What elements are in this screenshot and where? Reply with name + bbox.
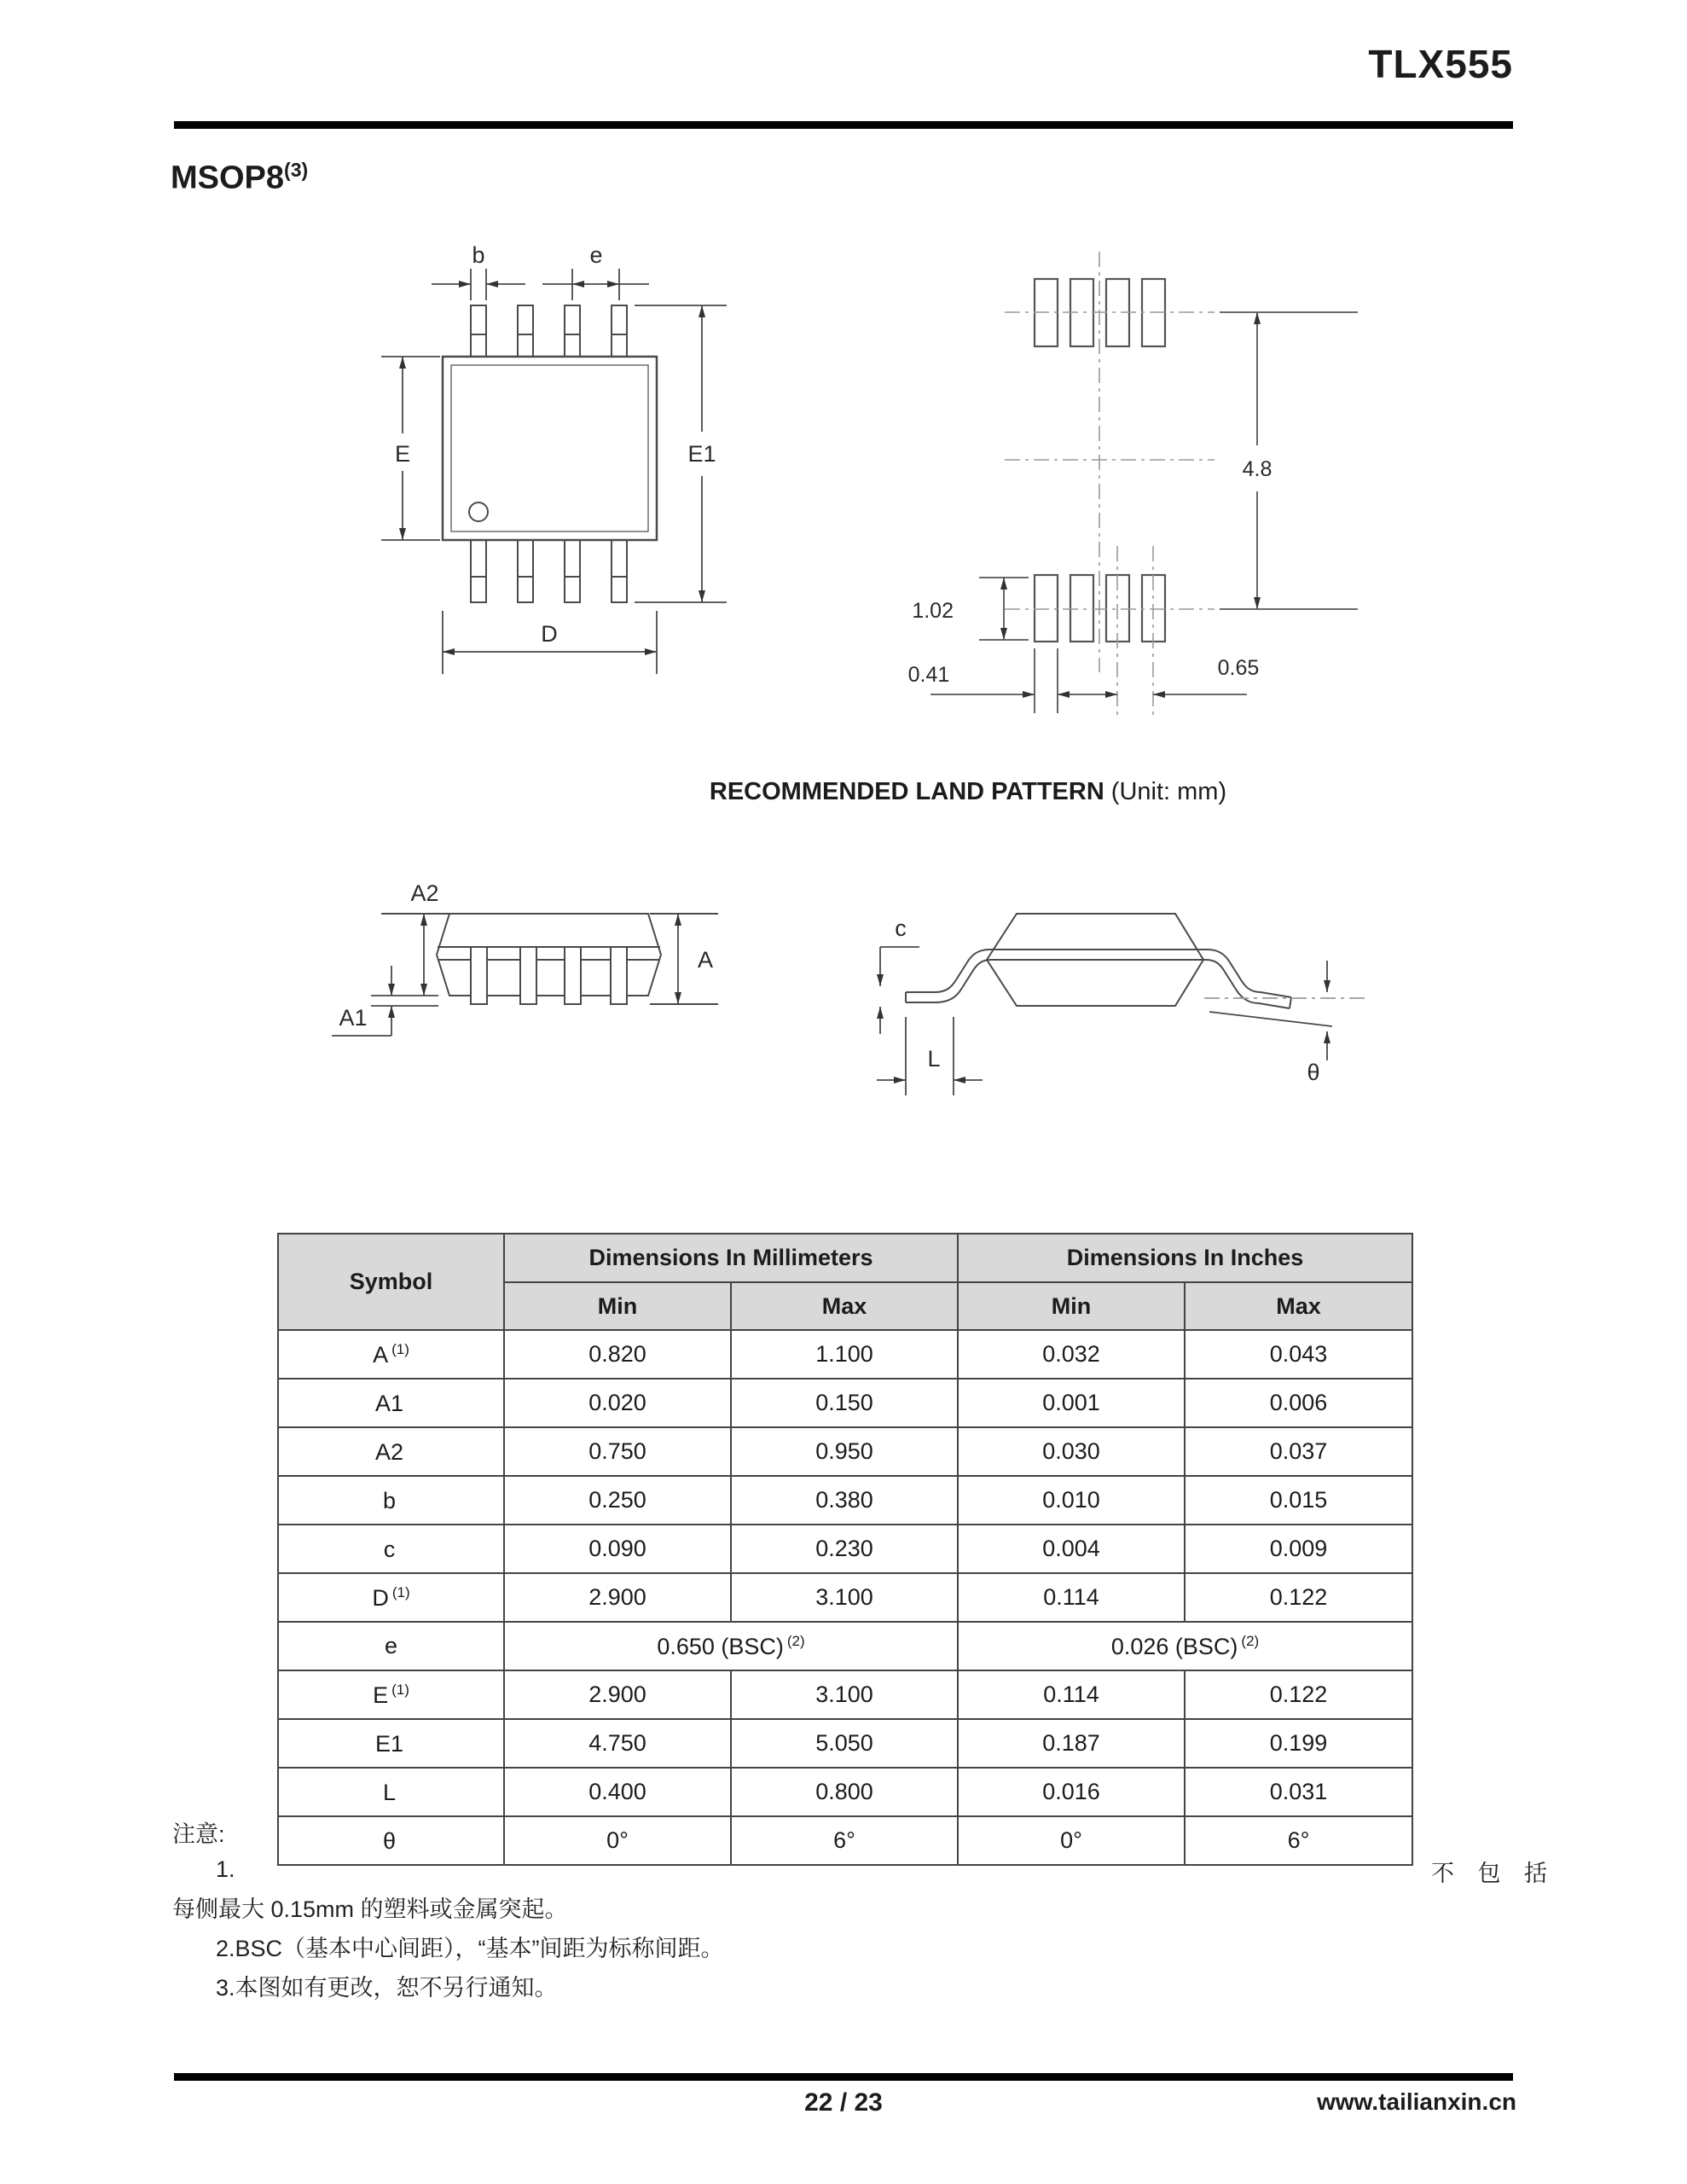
- package-name: MSOP8: [171, 160, 285, 196]
- dim-1p02-label: 1.02: [912, 599, 954, 623]
- symbol-cell: c: [278, 1525, 504, 1573]
- note-1-number: 1.: [216, 1856, 235, 1882]
- dim-theta-label: θ: [1307, 1060, 1320, 1085]
- page-number: 22 / 23: [804, 2088, 883, 2117]
- dim-4p8-label: 4.8: [1242, 457, 1272, 481]
- dim-A2-label: A2: [410, 880, 439, 906]
- website-text: www.tailianxin.cn: [1317, 2088, 1516, 2115]
- symbol-cell: L: [278, 1768, 504, 1816]
- dim-c: [880, 947, 919, 1034]
- table-row: θ 0° 6° 0° 6°: [278, 1816, 1412, 1865]
- lead-upper-surface: [906, 950, 1291, 997]
- package-top-view-diagram: [381, 242, 727, 674]
- table-row: E $^{(1)}$ 2.900 3.100 0.114 0.122: [278, 1670, 1412, 1719]
- table-header-row: [278, 1234, 1412, 1282]
- dim-E: [381, 357, 440, 540]
- table-row-e: e 0.650 (BSC) $^{(2)}$ 0.026 (BSC) $^{(2)}$: [278, 1622, 1412, 1670]
- dim-e-label: e: [589, 242, 603, 268]
- table-row: L 0.400 0.800 0.016 0.031: [278, 1768, 1412, 1816]
- table-row: A $^{(1)}$ 0.820 1.100 0.032 0.043: [278, 1330, 1412, 1379]
- symbol-cell: e: [278, 1622, 504, 1670]
- symbol-cell: θ: [278, 1816, 504, 1865]
- col-header-in-max: Max: [1185, 1282, 1412, 1330]
- symbol-cell: A $^{(1)}$: [278, 1330, 504, 1379]
- package-body-bevel: [451, 365, 648, 531]
- notes-heading: 注意:: [172, 1821, 225, 1847]
- caption-unit: (Unit: mm): [1110, 778, 1227, 805]
- table-row: A2 0.750 0.950 0.030 0.037: [278, 1427, 1412, 1476]
- dim-b: [432, 269, 525, 300]
- note-2: 2.BSC（基本中心间距），“基本”间距为标称间距。: [216, 1936, 724, 1961]
- col-header-inches: Dimensions In Inches: [958, 1234, 1412, 1282]
- dim-D-label: D: [541, 621, 558, 647]
- note-1-tail: 不 包 括: [1431, 1861, 1557, 1886]
- symbol-cell: A1: [278, 1379, 504, 1427]
- pin1-indicator: [469, 502, 488, 521]
- dim-0p41-0p65: [930, 648, 1247, 713]
- dim-A1-label: A1: [339, 1005, 368, 1031]
- dim-c-label: c: [895, 915, 907, 941]
- part-number: TLX555: [1368, 42, 1513, 86]
- dim-b-label: b: [472, 242, 485, 268]
- dimensions-table: [277, 1233, 1413, 1866]
- symbol-cell: b: [278, 1476, 504, 1525]
- symbol-cell: A2: [278, 1427, 504, 1476]
- dim-e: [542, 269, 649, 300]
- top-pins: [471, 305, 627, 357]
- table-row: E1 4.750 5.050 0.187 0.199: [278, 1719, 1412, 1768]
- table-row: c 0.090 0.230 0.004 0.009: [278, 1525, 1412, 1573]
- dim-E1-label: E1: [687, 441, 716, 467]
- symbol-cell: E1: [278, 1719, 504, 1768]
- col-header-mm: Dimensions In Millimeters: [504, 1234, 958, 1282]
- land-pattern-diagram: [908, 252, 1358, 715]
- dim-E-label: E: [394, 441, 411, 467]
- footer-rule: [174, 2073, 1513, 2081]
- dim-theta: [1204, 961, 1365, 1060]
- table-row: D $^{(1)}$ 2.900 3.100 0.114 0.122: [278, 1573, 1412, 1622]
- note-3: 3.本图如有更改，恕不另行通知。: [216, 1975, 558, 2001]
- land-pattern-caption: [597, 778, 1339, 806]
- col-header-in-min: Min: [958, 1282, 1185, 1330]
- dim-4p8: [1220, 312, 1358, 609]
- package-note-ref: (3): [284, 159, 309, 181]
- col-header-mm-min: Min: [504, 1282, 731, 1330]
- dim-L-label: L: [927, 1046, 941, 1072]
- caption-title: RECOMMENDED LAND PATTERN: [709, 778, 1104, 805]
- col-header-symbol: Symbol: [278, 1234, 504, 1330]
- symbol-cell: E $^{(1)}$: [278, 1670, 504, 1719]
- table-row: A1 0.020 0.150 0.001 0.006: [278, 1379, 1412, 1427]
- table-row: b 0.250 0.380 0.010 0.015: [278, 1476, 1412, 1525]
- lead-profile-diagram: [877, 914, 1365, 1095]
- side-view-diagram: [332, 880, 718, 1036]
- dim-1p02: [979, 578, 1029, 640]
- symbol-cell: D $^{(1)}$: [278, 1573, 504, 1622]
- dim-0p41-label: 0.41: [907, 663, 950, 687]
- bottom-pins: [471, 540, 627, 602]
- centerlines: [1005, 252, 1215, 715]
- dim-0p65-label: 0.65: [1217, 656, 1260, 680]
- note-1-continuation: 每侧最大 0.15mm 的塑料或金属突起。: [172, 1896, 568, 1922]
- package-body: [443, 357, 657, 540]
- col-header-mm-max: Max: [731, 1282, 958, 1330]
- dim-A-label: A: [698, 947, 714, 973]
